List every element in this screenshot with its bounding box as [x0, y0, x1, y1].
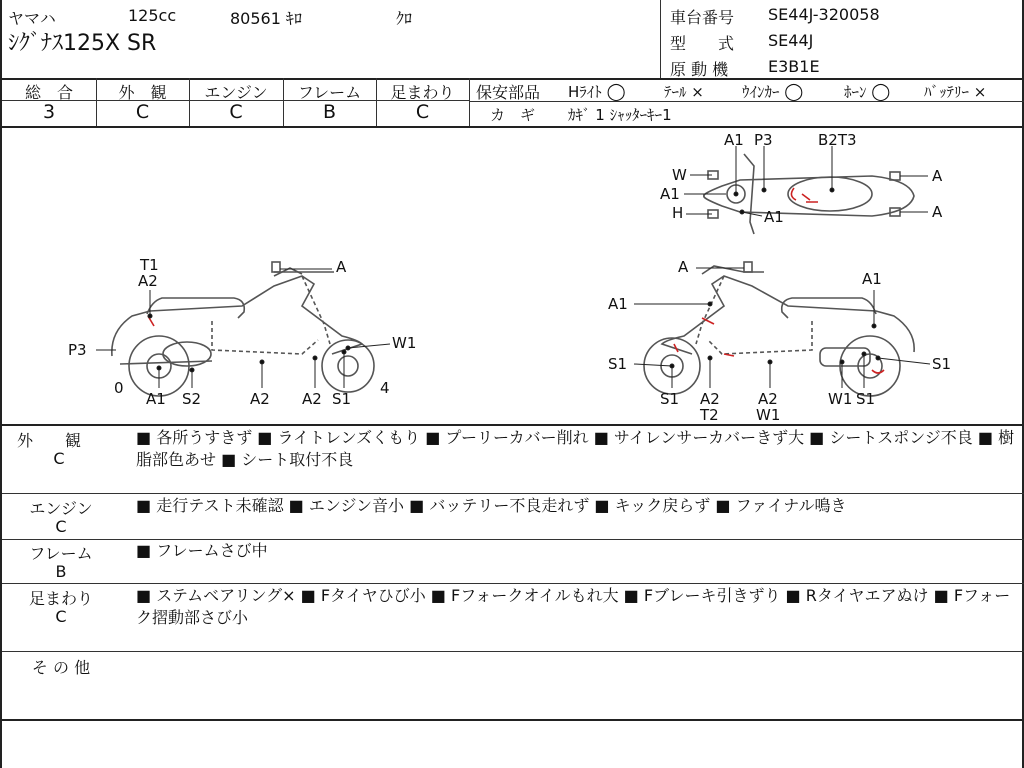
engine-grade: C [229, 101, 243, 123]
safety-item-name: ｳｲﾝｶｰ [742, 83, 780, 101]
engine-value: E3B1E [768, 57, 820, 76]
overall-grade: 3 [42, 101, 56, 123]
safety-item-name: ﾎｰﾝ [844, 83, 867, 101]
safety-item-horn [844, 81, 890, 102]
remark-grade-suspension: C [55, 607, 67, 626]
label-p3: P3 [68, 341, 87, 359]
remark-label-suspension: 足まわり [28, 589, 93, 608]
label-t2: T2 [700, 406, 719, 424]
label-a2: A2 [302, 390, 322, 408]
label-w1: W1 [756, 406, 781, 424]
remark-divider [2, 583, 1024, 584]
label-h: H [672, 204, 684, 222]
type-value: SE44J [768, 31, 814, 50]
diagram-bottom-line [2, 424, 1024, 426]
frame-grade: B [322, 101, 337, 123]
label-s1: S1 [332, 390, 352, 408]
type-label: 型 式 [670, 34, 735, 53]
remark-text-exterior: ■ 各所うすきず ■ ライトレンズくもり ■ プーリーカバー削れ ■ サイレンサーカバーきず大 ■ シートスポンジ不良 ■ 樹脂部色あせ ■ シート取付不良 [136, 428, 1015, 469]
suspension-grade: C [415, 101, 430, 123]
label-a1: A1 [146, 390, 166, 408]
frame-no: SE44J-320058 [768, 5, 880, 24]
remark-grade-frame: B [55, 562, 67, 581]
safety-item-mark: × [973, 83, 987, 101]
label-a2: A2 [138, 272, 158, 290]
leader-lines [96, 146, 930, 388]
diagram-label-group [68, 131, 951, 424]
label-t1: T1 [140, 256, 159, 274]
remark-label-other: そ の 他 [31, 658, 91, 677]
suspension-grade-label: 足まわり [390, 83, 455, 102]
label-a: A [336, 258, 347, 276]
label-a: A [932, 203, 943, 221]
safety-item-tail [664, 81, 704, 102]
safety-label: 保安部品 [476, 83, 541, 102]
label-w1: W1 [828, 390, 853, 408]
safety-item-mark: × [691, 83, 704, 101]
label-s1: S1 [608, 355, 628, 373]
label-s2: S2 [182, 390, 202, 408]
remark-text-suspension: ■ ステムベアリング× ■ Fタイヤひび小 ■ Fフォークオイルもれ大 ■ Fブレーキ引きずり ■ Rタイヤエアぬけ ■ Fフォーク摺動部さび小 [136, 586, 1011, 627]
mileage: 80561 ｷﾛ [230, 9, 302, 28]
label-a1: A1 [724, 131, 744, 149]
frame-grade-label: フレーム [297, 83, 362, 102]
remark-divider [2, 651, 1024, 652]
engine-grade-label: エンジン [204, 83, 268, 102]
safety-item-name: Hﾗｲﾄ [568, 83, 602, 101]
safety-item-battery [924, 81, 986, 102]
label-a2: A2 [250, 390, 270, 408]
remark-label-engine: エンジン [29, 499, 93, 518]
label-four: 4 [380, 379, 390, 397]
header-divider [660, 0, 661, 78]
label-a: A [932, 167, 943, 185]
safety-item-mark: ◯ [606, 82, 626, 102]
remark-grade-engine: C [55, 517, 67, 536]
label-w: W [672, 166, 687, 184]
remark-text-engine: ■ 走行テスト未確認 ■ エンジン音小 ■ バッテリー不良走れず ■ キック戻らず ■ ファイナル鳴き [136, 496, 847, 515]
overall-label: 総 合 [24, 83, 73, 102]
scooter-diagrams [2, 126, 1022, 424]
label-a2: A2 [758, 390, 778, 408]
label-a1: A1 [660, 185, 680, 203]
label-w1: W1 [392, 334, 417, 352]
label-s1: S1 [660, 390, 680, 408]
label-s1: S1 [932, 355, 952, 373]
safety-item-mark: ◯ [784, 82, 804, 102]
remark-label-frame: フレーム [29, 544, 93, 563]
label-s1: S1 [856, 390, 876, 408]
label-p3: P3 [754, 131, 773, 149]
label-a1: A1 [764, 208, 784, 226]
remark-divider [2, 493, 1024, 494]
remark-grade-exterior: C [53, 449, 65, 468]
maker: ヤマハ [8, 9, 56, 28]
label-b2t3: B2T3 [818, 131, 857, 149]
remark-label-exterior: 外 観 [16, 431, 81, 450]
remarks-bottom-line [2, 719, 1024, 721]
label-a1: A1 [608, 295, 628, 313]
color: ｸﾛ [396, 9, 413, 28]
label-a2: A2 [700, 390, 720, 408]
key-label: カ ギ [490, 106, 536, 124]
label-zero: 0 [114, 379, 124, 397]
safety-item-name: ﾊﾞｯﾃﾘｰ [924, 83, 970, 101]
engine-label: 原 動 機 [670, 60, 729, 79]
key-value: ｶｷﾞ 1 ｼｬｯﾀｰｷｰ1 [568, 106, 672, 124]
safety-item-name: ﾃｰﾙ [664, 83, 687, 101]
safety-item-mark: ◯ [871, 82, 891, 102]
frame-no-label: 車台番号 [670, 8, 735, 27]
safety-item-winker [742, 81, 803, 102]
model-name: ｼｸﾞﾅｽ125X SR [8, 31, 157, 56]
label-a: A [678, 258, 689, 276]
safety-item-headlight [568, 81, 626, 102]
exterior-grade: C [135, 101, 150, 123]
remark-text-frame: ■ フレームさび中 [136, 541, 268, 560]
grade-divider-5 [469, 78, 470, 126]
label-a1: A1 [862, 270, 882, 288]
displacement: 125cc [128, 6, 177, 25]
exterior-label: 外 観 [118, 83, 167, 102]
